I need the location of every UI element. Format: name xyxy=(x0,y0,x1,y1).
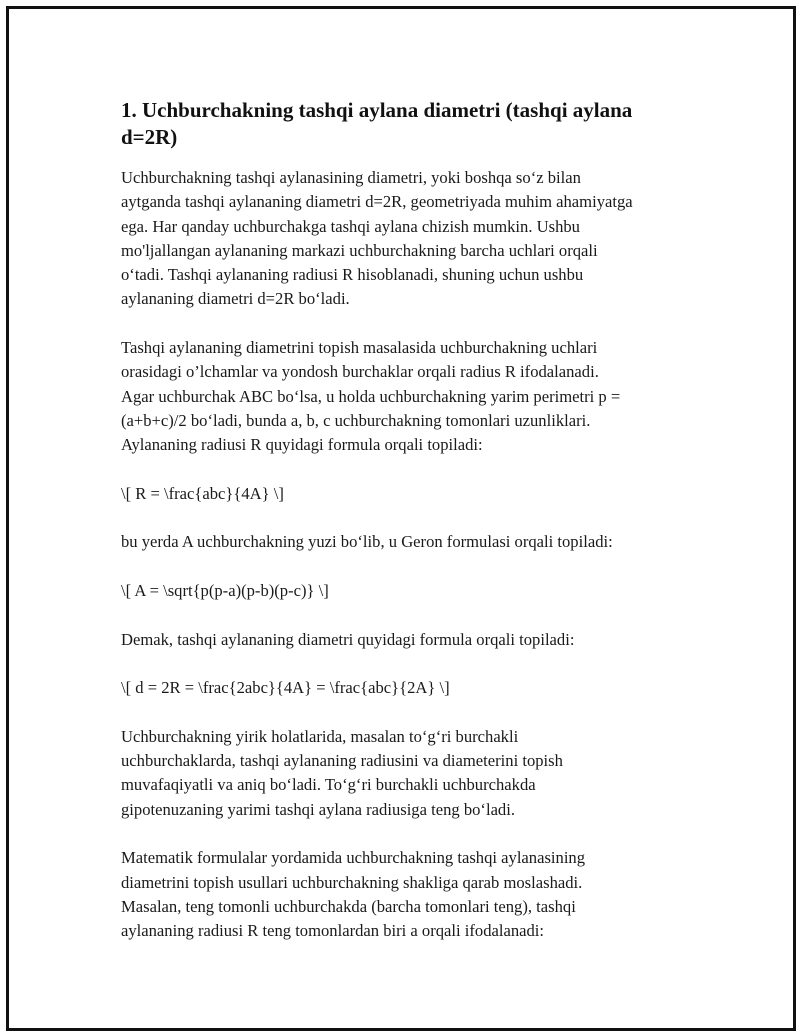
document-body xyxy=(121,97,693,968)
paragraph-right-triangle: Uchburchakning yirik holatlarida, masalan to‘g‘ri burchakli uchburchaklarda, tashqi aylananing radiusini va diameterini topish muvafaqiyatli va aniq bo‘ladi. To‘g‘ri burchakli uchburchakda gipotenuzaning yarimi tashqi aylana radiusiga teng bo‘ladi. xyxy=(121,726,563,819)
section-heading: 1. Uchburchakning tashqi aylana diametri (tashqi aylana d=2R) xyxy=(121,98,633,149)
formula-heron: \[ A = \sqrt{p(p-a)(p-b)(p-c)} \] xyxy=(121,581,329,601)
page-frame xyxy=(6,6,796,1031)
formula-radius: \[ R = \frac{abc}{4A} \] xyxy=(121,483,284,503)
paragraph-intro: Uchburchakning tashqi aylanasining diametri, yoki boshqa so‘z bilan aytganda tashqi aylananing diametri d=2R, geometriyada muhim ahamiyatga ega. Har qanday uchburchakga tashqi aylana chizish mumkin. Ushbu mo'ljallangan aylananing markazi uchburchakning barcha uchlari orqali o‘tadi. Tashqi aylananing radiusi R hisoblanadi, shuning uchun ushbu aylananing diametri d=2R bo‘ladi. xyxy=(121,168,633,309)
formula-diameter: \[ d = 2R = \frac{2abc}{4A} = \frac{abc}{2A} \] xyxy=(121,678,450,698)
paragraph-method: Tashqi aylananing diametrini topish masalasida uchburchakning uchlari orasidagi o’lchamlar va yondosh burchaklar orqali radius R ifodalanadi. Agar uchburchak ABC bo‘lsa, u holda uchburchakning yarim perimetri p = (a+b+c)/2 bo‘ladi, bunda a, b, c uchburchakning tomonlari uzunliklari. Aylananing radiusi R quyidagi formula orqali topiladi: xyxy=(121,338,621,455)
paragraph-equilateral: Matematik formulalar yordamida uchburchakning tashqi aylanasining diametrini topish usullari uchburchakning shakliga qarab moslashadi. Masalan, teng tomonli uchburchakda (barcha tomonlari teng), tashqi aylananing radiusi R teng tomonlardan biri a orqali ifodalanadi: xyxy=(121,848,586,941)
paragraph-diameter-note: Demak, tashqi aylananing diametri quyidagi formula orqali topiladi: xyxy=(121,629,575,649)
paragraph-area-note: bu yerda A uchburchakning yuzi bo‘lib, u Geron formulasi orqali topiladi: xyxy=(121,532,613,552)
